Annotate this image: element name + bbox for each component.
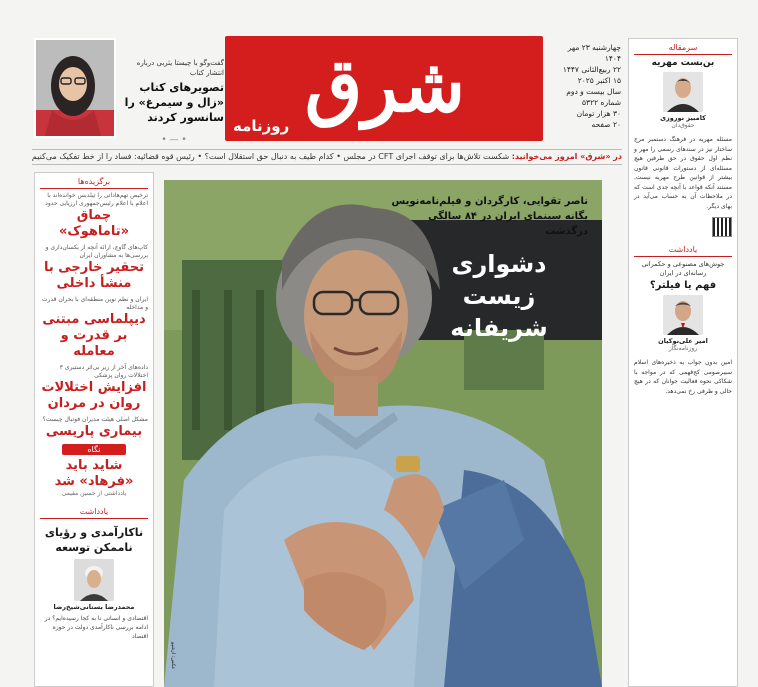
note-author-name: محمدرضا بستانی‌شیخ‌رضا	[53, 603, 135, 611]
editorial-author-role: حقوق‌دان	[671, 122, 695, 129]
editorial-author-avatar	[663, 72, 703, 112]
section-heading: برگزیده‌ها	[40, 177, 148, 189]
list-item[interactable]	[40, 296, 148, 360]
teaser-kicker: گفت‌وگو با چیستا یثربی درباره انتشار کتاب	[136, 59, 224, 77]
teaser-title: تصویرهای کتاب «زال و سیمرغ» را سانسور کردند	[124, 81, 224, 124]
list-item[interactable]	[40, 192, 148, 240]
editorial-section-heading: سرمقاله	[634, 43, 732, 55]
photo-credit: عکس: ارشیو	[170, 641, 176, 669]
logo-wordmark: شرق	[304, 43, 466, 129]
item-title: چماق «تاماهوک»	[59, 208, 129, 239]
section-tag: نگاه	[62, 444, 126, 455]
qr-code-icon[interactable]	[712, 217, 732, 237]
note-author-role: روزنامه‌نگار	[668, 345, 698, 352]
note-author-name: امیر علی‌نوکیان	[658, 337, 708, 345]
teaser-portrait-photo[interactable]	[34, 38, 116, 138]
lead-story-headline[interactable]: دشواری زیست شریفانه	[450, 250, 548, 342]
ticker-text: شکست تلاش‌ها برای توقف اجرای CFT در مجلس • کدام طیف به دنبال حق استقلال است؟ • رئیس قوه قضائیه: فساد را از خط تفکیک می‌کنیم	[32, 152, 510, 161]
right-sidebar	[628, 38, 738, 687]
list-item[interactable]	[40, 416, 148, 440]
masthead	[20, 30, 620, 146]
left-sidebar	[34, 172, 154, 687]
note-section-heading: یادداشت	[634, 245, 732, 257]
ticker-label: در «شرق» امروز می‌خوانید:	[511, 152, 622, 161]
item-kicker: داده‌های آخر از زیر بی‌اثر دستیری ۳ اختلالات روان پزشکی	[59, 364, 148, 379]
newspaper-logo[interactable]	[225, 36, 543, 141]
date-line: ۱۵ اکتبر ۲۰۲۵	[577, 76, 621, 85]
editorial-body: مسئله مهریه در فرهنگ دستمبر مرج ساختار نیز در سند‌های رسمی را مهر و نظم اول حقوق در حق طرفین هیچ مسئله‌ای از دستورات قانونی قانون بیشتر از قوانین طرح مهریه نیست. مستند آنکه قواعد با آنچه جدی است که در ملاحظات آن به حساب می‌آید در بهای دیگر.	[634, 136, 732, 210]
list-item[interactable]	[40, 364, 148, 412]
author-avatar	[74, 559, 114, 601]
note-body: امین بدون جواب به ذخیره‌های اسلام سیبرصومی کج‌فهمی که در مواجه با شکاکی نحوه فعالیت جوانان که در هیچ حالی و ظرفی رخ نمی‌دهد.	[634, 359, 732, 395]
date-line: سال بیست و دوم	[566, 87, 621, 96]
date-line: شماره ۵۳۲۲	[582, 98, 621, 107]
lead-story-kicker: ناصر تقوایی، کارگردان و فیلم‌نامه‌نویس یگانه سینمای ایران در ۸۴ سالگی درگذشت	[391, 196, 588, 237]
item-title: بیماری پاریسی	[45, 424, 143, 439]
note-title[interactable]: ناکارآمدی و رؤیای ناممکن توسعه	[44, 526, 144, 554]
note-section-heading: یادداشت	[40, 507, 148, 519]
note-kicker: جوش‌های مصنوعی و حکمرانی رسانه‌ای در ایران	[641, 260, 725, 277]
news-ticker[interactable]	[32, 149, 622, 165]
editorial-author-name: کامبیز نوروزی	[660, 114, 706, 122]
item-kicker: ترخیص تهم‌هاداتی را تیلدیس خوانده‌اند با اعلام با اعلام رئیس‌جمهوری ارزیابی حدود	[45, 192, 148, 207]
note-author-avatar	[663, 295, 703, 335]
item-kicker: کاپ‌های گاوچ، ارائه آنچه از یکسان‌داری و بررسی‌ها به مشاوران ایران	[45, 244, 148, 259]
tag-article-title[interactable]: شاید باید «فرهاد» شد	[54, 458, 134, 489]
list-item[interactable]	[40, 244, 148, 292]
date-line: ۲۰ صفحه	[591, 120, 621, 129]
issue-date-block	[551, 42, 621, 130]
item-title: تحقیر خارجی با منشأ داخلی	[43, 260, 145, 291]
logo-subtitle: روزنامه	[233, 117, 290, 135]
tag-article-author: یادداشتی از حسین مقیمی	[61, 490, 127, 497]
item-kicker: ایران و نظم نوین منطقه‌ای با بحران قدرت و مداخله	[41, 296, 148, 311]
note-body: اقتصادی و انسانی نا به کجا رسیده‌ایم؟ در ادامه بررسی ناکارآمدی دولت در حوزه اقتصاد	[44, 615, 148, 640]
date-line: چهارشنبه ۲۳ مهر ۱۴۰۴	[567, 43, 621, 63]
item-title: افزایش اختلالات روان در مردان	[41, 380, 147, 411]
teaser-headline[interactable]	[124, 58, 224, 145]
lead-story-feature[interactable]	[164, 180, 602, 687]
note-title[interactable]: فهم یا فیلتر؟	[649, 280, 717, 291]
editorial-title[interactable]: بن‌بست مهریه	[651, 58, 715, 68]
teaser-divider: • — •	[161, 135, 187, 145]
item-title: دیپلماسی مبتنی بر قدرت و معامله	[42, 312, 146, 359]
date-line: ۲۲ ربیع‌الثانی ۱۴۴۷	[562, 65, 621, 74]
item-kicker: مشکل اصلی هیئت مدیران فوتبال چیست؟	[42, 416, 148, 423]
date-line: ۳۰ هزار تومان	[576, 109, 621, 118]
